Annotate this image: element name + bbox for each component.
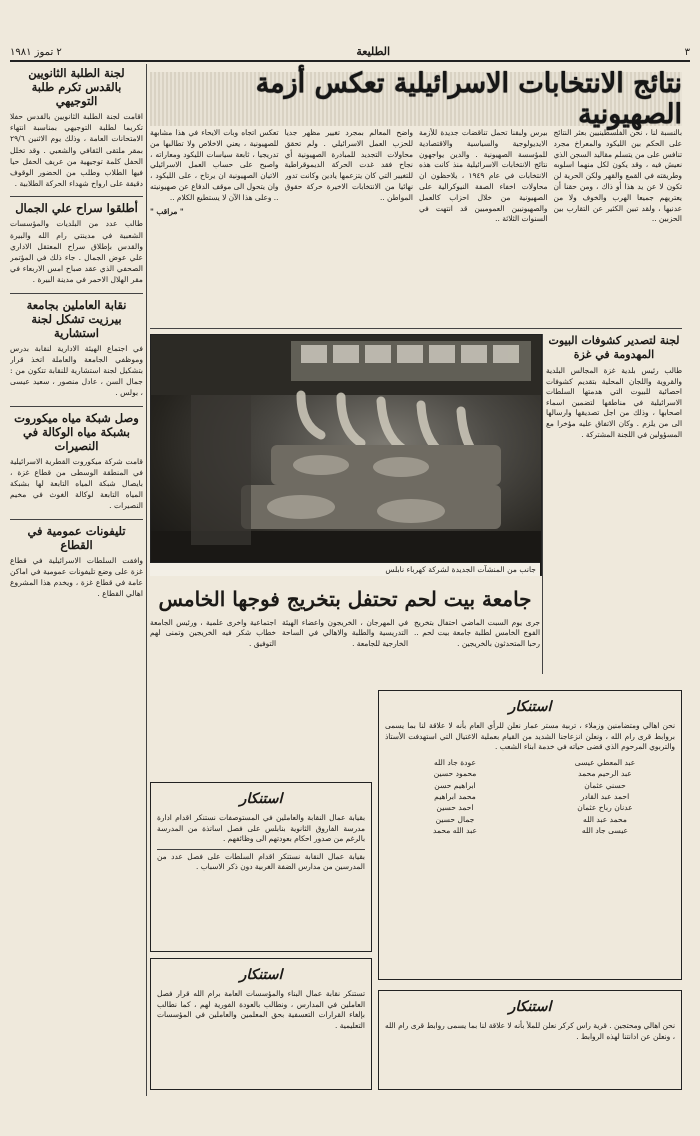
signatory: عبد الله محمد (433, 826, 477, 836)
box-text: نحن اهالي ومحتجين . قرية راس كركر نعلن للملأ بأنه لا علاقة لنا بما يسمى روابط قرى رام الله ، ونعلن عن ادانتنا لهذه الروابط . (385, 1021, 675, 1041)
brief-headline: أطلقوا سراح علي الجمال (15, 201, 138, 216)
article-paragraph: بالنسبة لنا ، نحن الفلسطينيين بعثر النتائج على الحكم بين الليكود والمعراخ مجرد تنافس على من يتسلم مقاليد السجن الذي نعيش فيه ، وقد يكون لكل منهما اسلوبه وطريقته في القمع والقهر ولكن الحرية لن تكون لا عن يد هذا أو ذاك ، ومن حقنا أن يعتريهم جميعا الهرب والخوف ولا من عدنيها ، ولقد تبين الكثير عن التقارب بين الحزبين .. (553, 128, 682, 224)
signatory: احمد حسين (436, 803, 474, 813)
main-headline (150, 68, 682, 130)
condemnation-box-3 (150, 782, 372, 952)
issue-date: ٢ تموز ١٩٨١ (10, 47, 62, 58)
article-column (282, 618, 408, 690)
box-tag: استنكار (239, 791, 283, 807)
article-column (419, 128, 548, 326)
article-column (554, 128, 683, 326)
brief-text: قامت شركة ميكوروت القطرية الاسرائيلية في المنطقة الوسطى من قطاع غزة ، بايصال شبكة المياه التابعة لها بشبكة المياه التابعة لوكالة الغوث في مخيم النصيرات . (10, 456, 143, 511)
article-column (285, 128, 414, 326)
signatory: حسني عثمان (584, 780, 626, 790)
box-text: تستنكر نقابة عمال البناء والمؤسسات العامة برام الله قرار فصل العاملين في المدارس ، ونطالب بالعودة الفورية لهم ، كما نطالب بإلغاء القرارات التعسفية بحق المعلمين والعاملين في المؤسسات التعليمية . (157, 989, 365, 1030)
left-news-column (10, 64, 143, 1096)
column-rule (542, 334, 543, 674)
article-column (150, 128, 279, 326)
article-paragraph: في المهرجان ، الخريجون واعضاء الهيئة التدريسية والطلبة والاهالي في الساحة الخارجية للجامعة . (282, 618, 408, 648)
brief-text: طالب عدد من البلديات والمؤسسات الشعبية في مدينتي رام الله والبيرة والقدس بإطلاق سراح المعتقل الاداري علي عوض الجمال . جاء ذلك في المؤتمر الصحفي الذي عقد صباح امس الاربعاء في مقر الهلال الاحمر في مدينة البيرة . (10, 219, 143, 285)
news-brief (10, 66, 143, 197)
article-paragraph: اجتماعية واخرى علمية ، ورئيس الجامعة خطاب شكر فيه الخريجين وتمنى لهم التوفيق . (150, 618, 276, 648)
gaza-houses-headline: لجنة لتصدير كشوفات البيوت المهدومة في غزة (548, 334, 680, 361)
article-paragraph: بيرس ولبقنا تحمل تناقضات جديدة للأزمة الايديولوجية والسياسية والاقتصادية للمؤسسة الصهيونية . والدين يواجهون نتائج الانتخابات الاسرائيلية منذ كانت هذه الانتخابات في عام ١٩٤٩ ، يلاحظون ان محاولات اخفاء الصفة النيوكرالية على الصهيونية من خلال احزاب كالعمل والصهيونيين العموميين قد انتهت في السنوات الثلاثة .. (419, 128, 548, 224)
section-rule (150, 328, 682, 329)
signatory: محمد عبد الله (583, 814, 627, 824)
brief-headline: لجنة الطلبة الثانويين بالقدس تكرم طلبة التوجيهي (28, 66, 125, 108)
news-brief (10, 298, 143, 407)
bethlehem-headline: جامعة بيت لحم تحتفل بتخريج فوجها الخامس (158, 587, 532, 611)
signatory: محمود حسين (433, 769, 477, 779)
box-text-secondary: بقيابة عمال النقابة نستنكر اقدام السلطات على فصل عدد من المدرسين من مدارس الضفة الغربية دون ذكر الاسباب . (157, 849, 365, 873)
article-signoff: " مراقب " (150, 206, 184, 216)
box-text: نحن اهالي ومتضامنين وزملاء ، تربية مستر عمار نعلن للرأي العام بأنه لا علاقة لنا بما يسمى بروابط قرى رام الله ، ونعلن انزعاجنا الشديد من القيام بعملية الاغتيال التي استهدفت الأستاذ والتربوي المرحوم الذي قضى حياته في خدمة ابناء الشعب . (385, 721, 675, 752)
article-column (414, 618, 540, 690)
newspaper-name: الطليعة (356, 45, 391, 58)
article-column (150, 618, 276, 690)
box-text: بقيابة عمال النقابة والعاملين في المستوصفات نستنكر اقدام ادارة مدرسة الفاروق الثانوية بنابلس على فصل اساتذة من المدرسة بالرغم من صدور احكام بعودتهم الى وظائفهم . (157, 813, 365, 844)
photo-caption: جانب من المنشآت الجديدة لشركة كهرباء نابلس (150, 562, 540, 576)
article-paragraph: تعكس اتجاه وبات الايحاء في هذا مشابهة للصهيونية ، يعني الاخلاص ولا تطالبها من تدريجيا ، ثابعة سياسات الليكود ومعاراته ، واصبح على حساب العمل الاسرائيلي الاتيان الصهيونية ان يرتاح ، على الليكود ، وان يتحول الى موقف الدفاع عن صهيونيته .. وعلى هذا الآن لا يستطيع الكلام .. (150, 128, 279, 202)
brief-headline: نقابة العاملين بجامعة بيرزيت تشكل لجنة استشارية (26, 297, 127, 340)
news-brief (10, 524, 143, 600)
brief-text: في اجتماع الهيئة الادارية لنقابة بدرس وموظفي الجامعة والعاملة اتخذ قرار بتشكيل لجنة استشارية للنقابة تتكون من : جمال السن ، عادل منصور ، سعيد عيسى ، بولس . (10, 343, 143, 398)
main-headline-text: نتائج الانتخابات الاسرائيلية تعكس أزمة الصهيونية (255, 68, 682, 130)
power-plant-illustration (151, 335, 541, 575)
news-brief (10, 201, 143, 293)
signatory: احمد عبد القادر (580, 792, 630, 801)
brief-text: وافقت السلطات الاسرائيلية في قطاع غزة على وضع تليفونات عمومية في اماكن عامة في قطاع غزة ، ويخدم هذا المشروع اهالي القطاع . (10, 555, 143, 599)
signatory: عبد المعطي عيسى (574, 757, 636, 767)
box-tag: استنكار (239, 967, 283, 983)
box-tag: استنكار (508, 999, 552, 1015)
gaza-houses-text: طالب رئيس بلدية غزة المجالس البلدية والقروية واللجان المحلية بتقديم كشوفات احصائية للبيوت التي هدمتها السلطات الاسرائيلية في مناطقها لتضمين اسماء اصحابها ، وذلك من اجل تصديقها وارسالها الى من يلزم . وكان الاتفاق عليه مؤخرا مع المسؤولين في اللجنة المشتركة . (546, 366, 682, 439)
signatory: جمال حسين (435, 814, 475, 824)
signatory: عدنان رباح عثمان (577, 803, 633, 813)
brief-headline: تليفونات عمومية في القطاع (27, 523, 126, 552)
main-article (150, 128, 682, 326)
signatory: عبد الرحيم محمد (578, 769, 632, 779)
signatories-list (385, 757, 675, 837)
box-tag: استنكار (508, 699, 552, 715)
news-photo (150, 334, 542, 576)
signatory: عيسى جاد الله (581, 826, 629, 836)
masthead (10, 40, 690, 62)
signatory: محمد ابراهيم (434, 792, 476, 801)
news-brief (10, 411, 143, 520)
condemnation-box-4 (150, 958, 372, 1090)
article-paragraph: واضح المعالم بمجرد تغيير مظهر جديا للحزب العمل الاسرائيلي . ولم تحقق محاولات التجديد للمبادرة الصهيونية أي نجاح فقد غدت الحركة الديموقراطية للتغيير التي كان يتزعمها يادين وكانت تدور نهائيا من الانتخابات الاخيرة حركة حقوق المواطن .. (284, 128, 413, 202)
bethlehem-article (150, 618, 540, 690)
page-number: ٣ (684, 47, 690, 58)
gaza-houses-article (546, 334, 682, 670)
article-paragraph: جرى يوم السبت الماضي احتفال بتخريج الفوج الخامس لطلبة جامعة بيت لحم .. رحبا المتحدثون بالخريجين . (414, 618, 540, 648)
column-rule (146, 64, 147, 1096)
brief-headline: وصل شبكة مياه ميكوروت بشبكة مياه الوكالة في النصيرات (14, 410, 139, 453)
condemnation-box-2 (378, 990, 682, 1090)
condemnation-box-1 (378, 690, 682, 980)
signatory: عودة جاد الله (433, 757, 477, 767)
brief-text: اقامت لجنة الطلبة الثانويين بالقدس حفلا تكريما لطلبة التوجيهي بمناسبة انتهاء الامتحانات العامة ، وذلك يوم الاثنين ٢٩/٦ بمقر ملتقى الثقافي والشعبي . وقد تخلل الحفل كلمة توجيهية من عريف الحفل حيا فيها الطلاب وطلب من الحضور الوقوف دقيقة على ارواح شهداء الحركة الطلابية . (10, 112, 143, 189)
signatory: ابراهيم حسن (434, 780, 476, 790)
